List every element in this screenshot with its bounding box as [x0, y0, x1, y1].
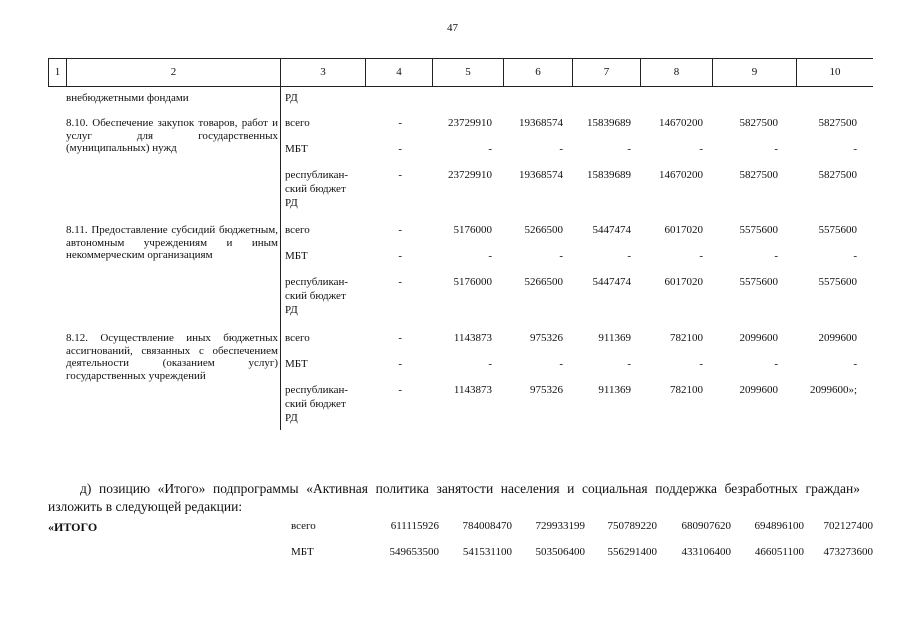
- total-value-cell: 556291400: [607, 546, 657, 558]
- carry-over-desc: внебюджетными фондами: [66, 92, 189, 104]
- section-desc: 8.10. Обеспечение закупок товаров, работ и услуг для государственных (муниципальных) нужд: [66, 117, 278, 154]
- header-cell-8: 8: [641, 59, 713, 86]
- value-cell: 5827500: [739, 169, 778, 181]
- row-source: МБТ: [285, 358, 308, 370]
- value-cell: -: [627, 358, 631, 370]
- value-cell: 19368574: [519, 169, 563, 181]
- header-cell-6: 6: [504, 59, 573, 86]
- value-cell: -: [774, 250, 778, 262]
- row-source: МБТ: [285, 143, 308, 155]
- total-label: «ИТОГО: [48, 520, 98, 534]
- total-value-cell: 473273600: [823, 546, 873, 558]
- value-cell: 5176000: [453, 224, 492, 236]
- total-value-cell: 680907620: [681, 520, 731, 532]
- total-row-source: МБТ: [291, 546, 314, 558]
- value-cell: -: [853, 358, 857, 370]
- value-cell: 2099600»;: [809, 384, 857, 396]
- total-value-cell: 729933199: [535, 520, 585, 532]
- header-cell-7: 7: [573, 59, 641, 86]
- value-cell: -: [488, 143, 492, 155]
- row-source: всего: [285, 224, 310, 236]
- value-cell: 14670200: [659, 117, 703, 129]
- value-cell: -: [774, 143, 778, 155]
- value-cell: 23729910: [448, 169, 492, 181]
- value-cell: 6017020: [664, 276, 703, 288]
- value-cell: 23729910: [448, 117, 492, 129]
- value-cell: -: [853, 250, 857, 262]
- section-desc: 8.11. Предоставление субсидий бюджетным, автономным учреждениям и иным некоммерческим организациям: [66, 224, 278, 261]
- value-cell: -: [398, 169, 402, 181]
- value-cell: 975326: [530, 384, 563, 396]
- total-value-cell: 433106400: [681, 546, 731, 558]
- value-cell: -: [699, 143, 703, 155]
- row-source-line: республикан-: [285, 169, 349, 181]
- value-cell: -: [559, 143, 563, 155]
- value-cell: 15839689: [587, 117, 631, 129]
- value-cell: -: [488, 250, 492, 262]
- carry-over-source: РД: [285, 92, 298, 104]
- value-cell: -: [627, 143, 631, 155]
- value-cell: 15839689: [587, 169, 631, 181]
- value-cell: 5266500: [524, 276, 563, 288]
- value-cell: -: [398, 250, 402, 262]
- row-source-line: республикан-: [285, 276, 349, 288]
- value-cell: -: [398, 117, 402, 129]
- row-source-line: республикан-: [285, 384, 349, 396]
- total-value-cell: 549653500: [389, 546, 439, 558]
- value-cell: -: [699, 358, 703, 370]
- total-value-cell: 750789220: [607, 520, 657, 532]
- value-cell: 2099600: [739, 332, 778, 344]
- header-cell-1: 1: [49, 59, 67, 86]
- value-cell: 1143873: [453, 332, 492, 344]
- value-cell: 5575600: [818, 224, 857, 236]
- total-value-cell: 694896100: [754, 520, 804, 532]
- row-source: всего: [285, 117, 310, 129]
- value-cell: 5827500: [739, 117, 778, 129]
- value-cell: 6017020: [664, 224, 703, 236]
- row-source-line: ский бюджет: [285, 290, 346, 302]
- total-value-cell: 466051100: [754, 546, 804, 558]
- row-source-line: РД: [285, 304, 298, 316]
- value-cell: 5827500: [818, 169, 857, 181]
- value-cell: -: [398, 332, 402, 344]
- header-cell-5: 5: [433, 59, 504, 86]
- value-cell: 5575600: [818, 276, 857, 288]
- row-source: МБТ: [285, 250, 308, 262]
- page-number: 47: [447, 22, 458, 34]
- value-cell: -: [398, 384, 402, 396]
- value-cell: 5447474: [592, 224, 631, 236]
- value-cell: -: [398, 143, 402, 155]
- row-source-line: РД: [285, 197, 298, 209]
- header-cell-3: 3: [281, 59, 366, 86]
- value-cell: 14670200: [659, 169, 703, 181]
- value-cell: 5447474: [592, 276, 631, 288]
- total-value-cell: 784008470: [462, 520, 512, 532]
- value-cell: 975326: [530, 332, 563, 344]
- value-cell: -: [398, 358, 402, 370]
- value-cell: 5266500: [524, 224, 563, 236]
- value-cell: -: [398, 276, 402, 288]
- value-cell: 5575600: [739, 276, 778, 288]
- header-cell-4: 4: [366, 59, 433, 86]
- total-value-cell: 541531100: [462, 546, 512, 558]
- value-cell: -: [488, 358, 492, 370]
- value-cell: -: [699, 250, 703, 262]
- table-header: [48, 58, 873, 87]
- value-cell: 5176000: [453, 276, 492, 288]
- value-cell: 2099600: [739, 384, 778, 396]
- row-source-line: ский бюджет: [285, 398, 346, 410]
- value-cell: 782100: [670, 384, 703, 396]
- value-cell: -: [559, 250, 563, 262]
- header-cell-2: 2: [67, 59, 281, 86]
- value-cell: -: [398, 224, 402, 236]
- column-divider: [280, 85, 281, 430]
- row-source: всего: [285, 332, 310, 344]
- value-cell: 1143873: [453, 384, 492, 396]
- value-cell: 5575600: [739, 224, 778, 236]
- header-cell-10: 10: [829, 66, 841, 78]
- value-cell: -: [627, 250, 631, 262]
- value-cell: 782100: [670, 332, 703, 344]
- value-cell: -: [559, 358, 563, 370]
- total-value-cell: 611115926: [390, 520, 439, 532]
- value-cell: 5827500: [818, 117, 857, 129]
- value-cell: 911369: [598, 332, 631, 344]
- value-cell: 911369: [598, 384, 631, 396]
- value-cell: -: [853, 143, 857, 155]
- header-cell-9: 9: [713, 59, 797, 86]
- value-cell: 19368574: [519, 117, 563, 129]
- section-desc: 8.12. Осуществление иных бюджетных ассигнований, связанных с обеспечением деятельности (оказанием услуг) государственных учреждений: [66, 332, 278, 382]
- total-value-cell: 702127400: [823, 520, 873, 532]
- row-source-line: ский бюджет: [285, 183, 346, 195]
- value-cell: -: [774, 358, 778, 370]
- row-source-line: РД: [285, 412, 298, 424]
- instruction-paragraph: д) позицию «Итого» подпрограммы «Активная политика занятости населения и социальная поддержка безработных граждан» изложить в следующей редакции:: [48, 480, 860, 514]
- total-value-cell: 503506400: [535, 546, 585, 558]
- total-row-source: всего: [291, 520, 316, 532]
- value-cell: 2099600: [818, 332, 857, 344]
